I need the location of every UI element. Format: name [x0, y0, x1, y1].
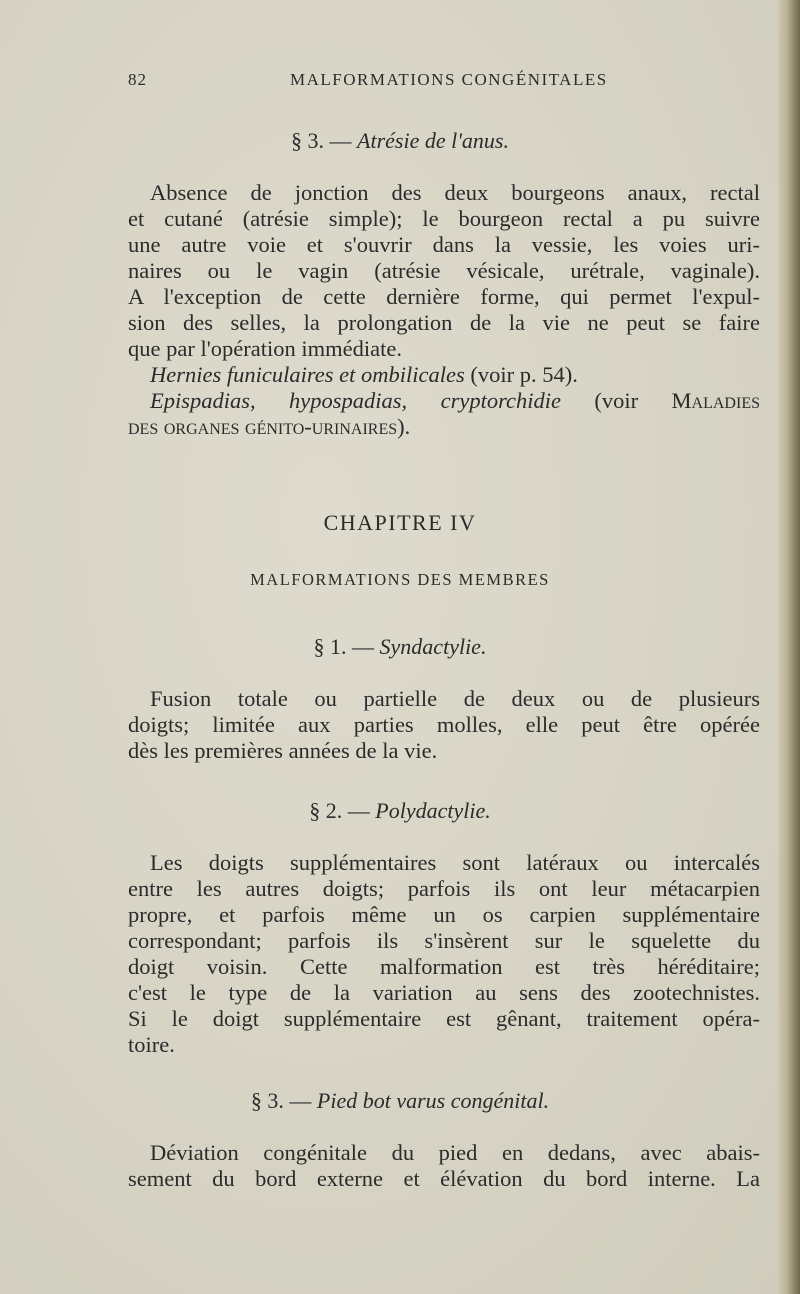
epispadias-italic: Epispadias, hypospadias, cryptorchidie — [150, 388, 561, 413]
hernies-line — [128, 362, 760, 388]
section-title: Syndactylie. — [379, 634, 487, 659]
text-line: sement du bord externe et élévation du bord interne. La — [128, 1166, 760, 1191]
section-number: § 3. — — [291, 128, 352, 153]
chapter-title: CHAPITRE IV — [323, 510, 477, 535]
text-line: dès les premières années de la vie. — [128, 738, 438, 763]
text-line: toire. — [128, 1032, 175, 1057]
section-number: § 2. — — [309, 798, 370, 823]
epispadias-line — [128, 388, 760, 414]
text-line: Fusion totale ou partielle de deux ou de plusieurs — [150, 686, 760, 711]
running-header — [128, 70, 760, 96]
text-line: une autre voie et s'ouvrir dans la vessie, les voies uri- — [128, 232, 760, 257]
section-title: Pied bot varus congénital. — [316, 1088, 550, 1113]
organes-smallcaps: des organes génito-urinaires). — [128, 414, 411, 439]
section-heading-syndactylie — [0, 634, 800, 660]
text-line: c'est le type de la variation au sens des zootechnistes. — [128, 980, 760, 1005]
section-number: § 3. — — [250, 1088, 312, 1113]
epispadias-ref: (voir — [560, 388, 672, 413]
section-heading-polydactylie — [0, 798, 800, 824]
text-line: doigt voisin. Cette malformation est très héréditaire; — [128, 954, 760, 979]
hernies-ref: (voir p. 54). — [464, 362, 578, 387]
text-line: Les doigts supplémentaires sont latéraux ou intercalés — [150, 850, 760, 875]
text-line: que par l'opération immédiate. — [128, 336, 402, 361]
page-number: 82 — [128, 70, 147, 89]
hernies-italic: Hernies funiculaires et ombilicales — [150, 362, 465, 387]
text-line: naires ou le vagin (atrésie vésicale, urétrale, vaginale). — [128, 258, 760, 283]
text-line: Absence de jonction des deux bourgeons anaux, rectal — [150, 180, 760, 205]
text-line: doigts; limitée aux parties molles, elle peut être opérée — [128, 712, 760, 737]
paragraph-pied-bot — [128, 1140, 760, 1192]
section-heading-atresie — [0, 128, 800, 154]
text-line: Déviation congénitale du pied en dedans, avec abais- — [150, 1140, 760, 1165]
section-heading-pied-bot — [0, 1088, 800, 1114]
text-line: A l'exception de cette dernière forme, qui permet l'expul- — [128, 284, 760, 309]
section-title: Atrésie de l'anus. — [357, 128, 509, 153]
text-line: sion des selles, la prolongation de la vie ne peut se faire — [128, 310, 760, 335]
paragraph-syndactylie — [128, 686, 760, 764]
section-title: Polydactylie. — [375, 798, 491, 823]
text-line: propre, et parfois même un os carpien supplémentaire — [128, 902, 760, 927]
maladies-smallcaps: Maladies — [671, 388, 760, 413]
text-line: entre les autres doigts; parfois ils ont leur métacarpien — [128, 876, 760, 901]
running-title: MALFORMATIONS CONGÉNITALES — [290, 70, 608, 89]
text-line: correspondant; parfois ils s'insèrent sur le squelette du — [128, 928, 760, 953]
section-number: § 1. — — [313, 634, 375, 659]
chapter-subtitle: MALFORMATIONS DES MEMBRES — [250, 570, 550, 589]
text-line: et cutané (atrésie simple); le bourgeon rectal a pu suivre — [128, 206, 760, 231]
paragraph-atresie — [128, 180, 760, 440]
text-line: Si le doigt supplémentaire est gênant, traitement opéra- — [128, 1006, 760, 1031]
paragraph-polydactylie — [128, 850, 760, 1058]
